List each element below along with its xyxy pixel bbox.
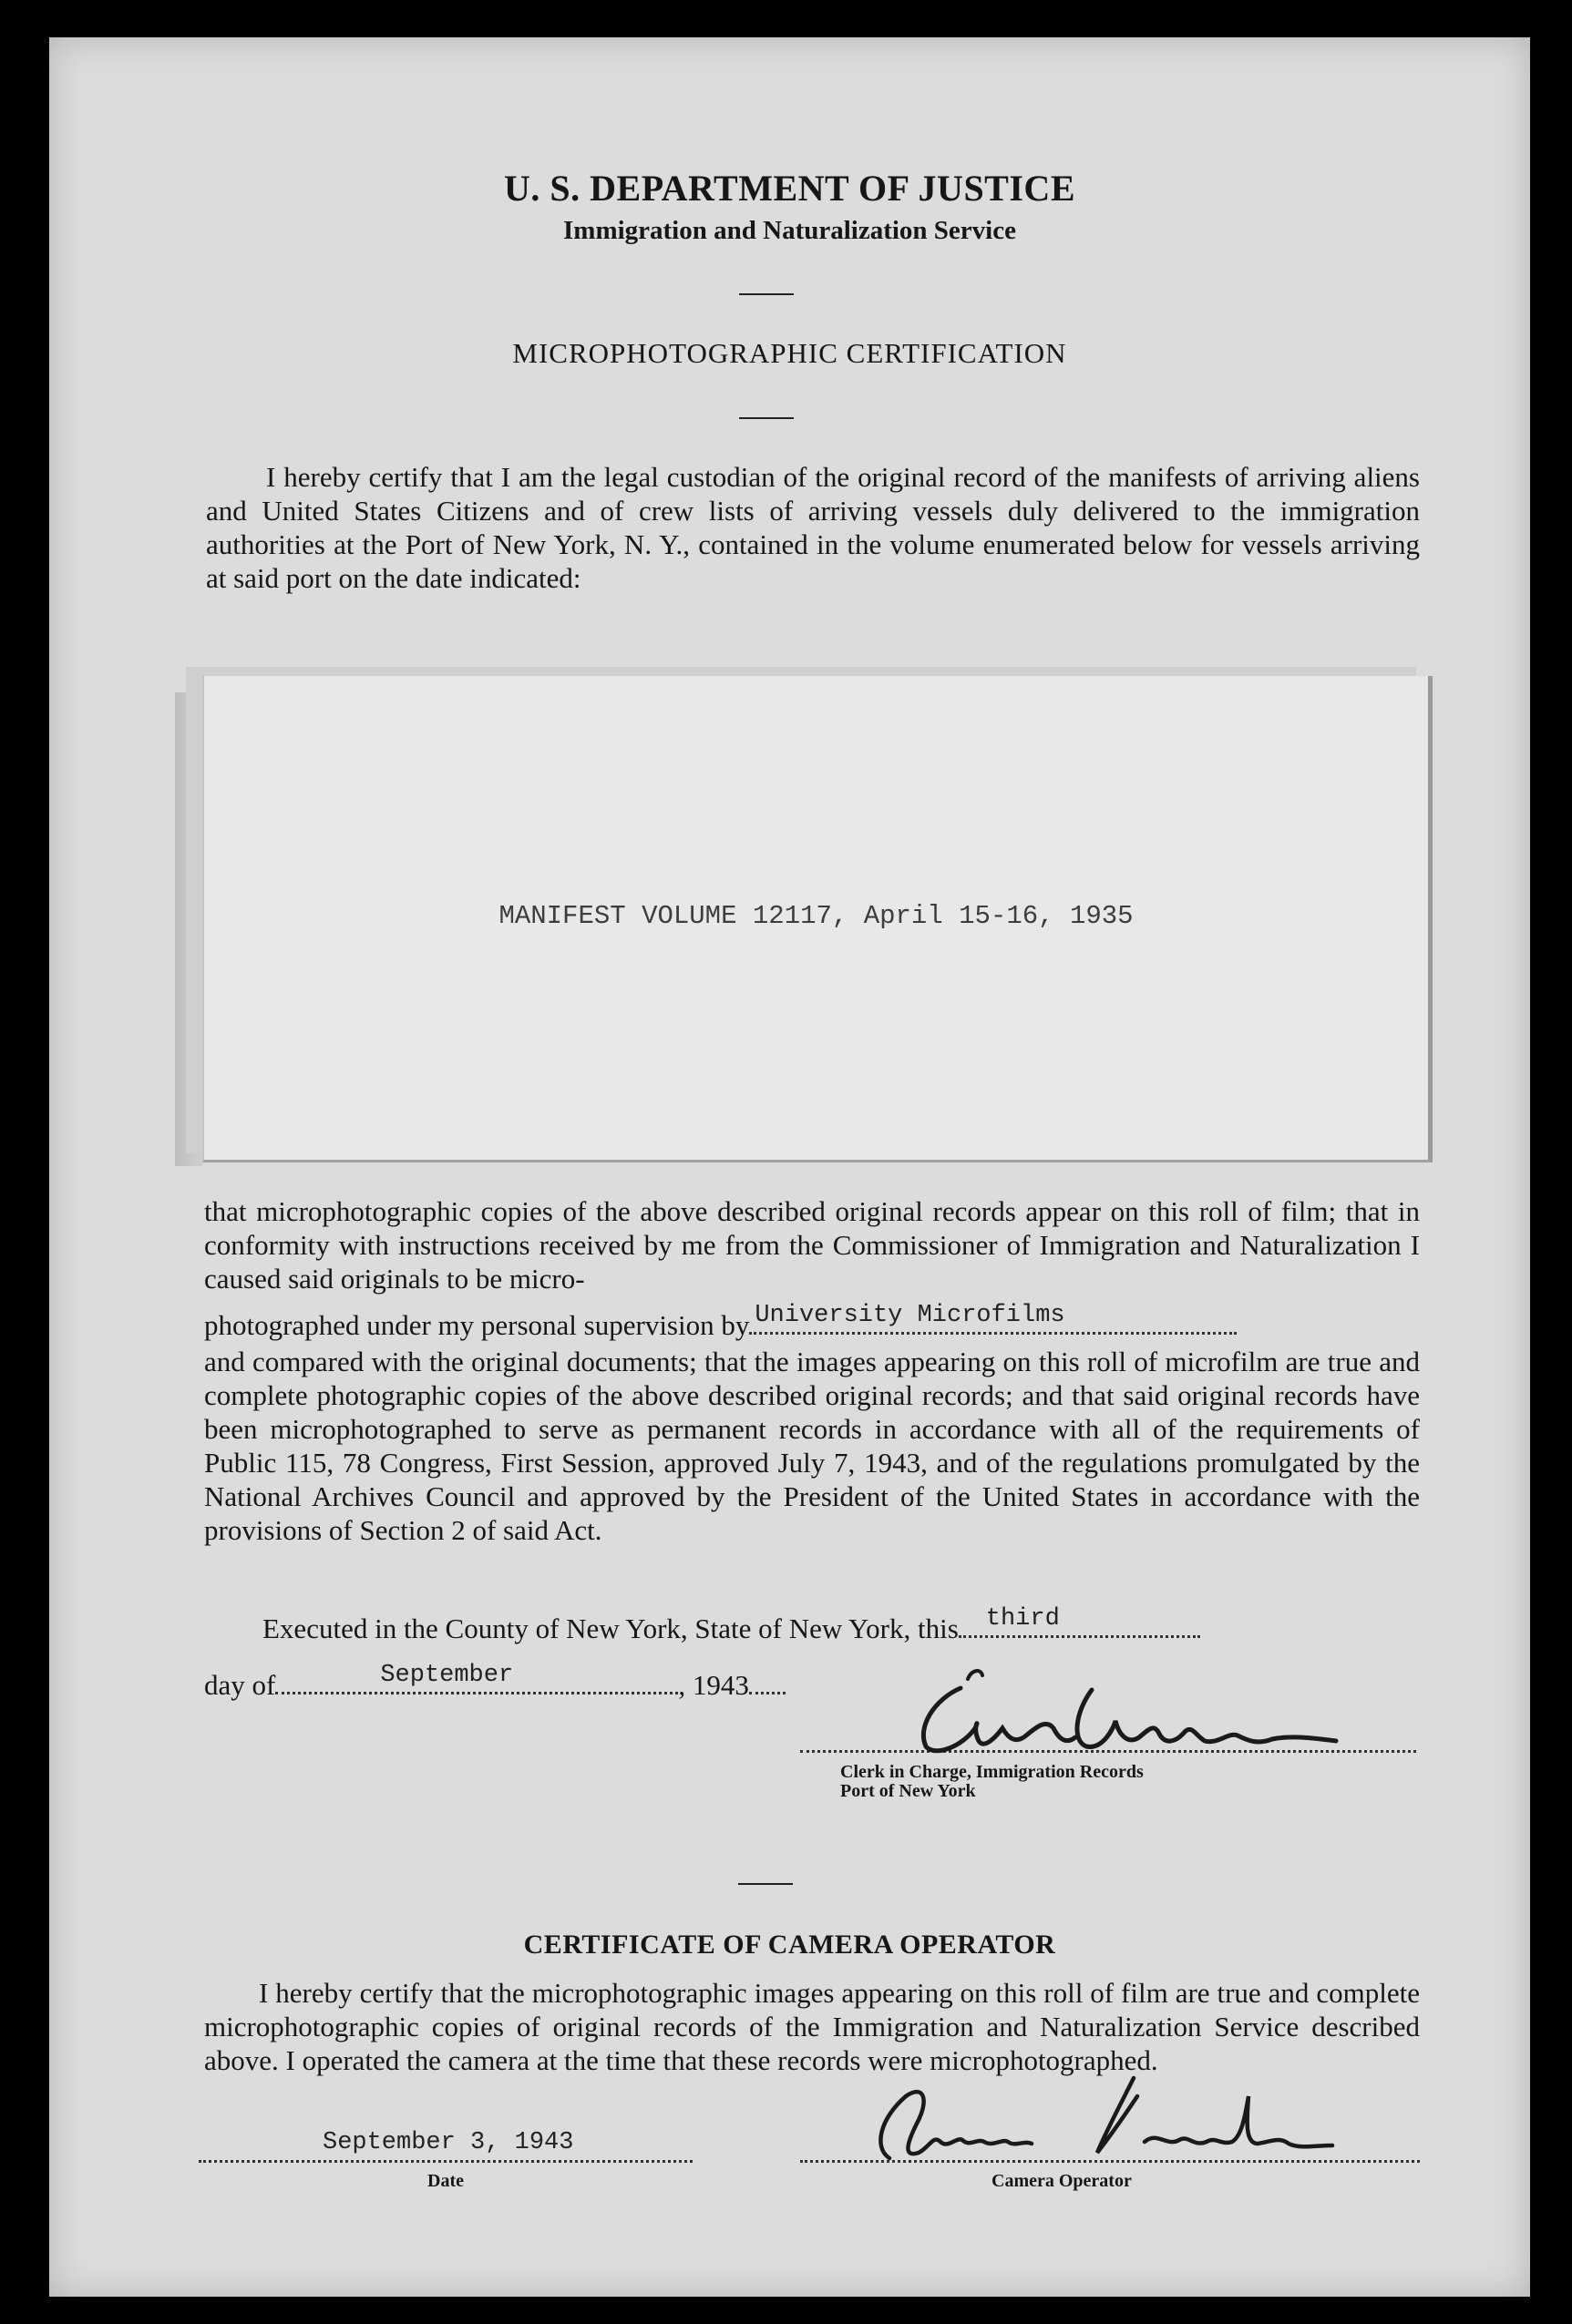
heading-divider — [739, 293, 794, 295]
title-divider — [739, 417, 794, 419]
clerk-title: Clerk in Charge, Immigration Records — [840, 1762, 1144, 1782]
manifest-volume-text: MANIFEST VOLUME 12117, April 15-16, 1935 — [498, 901, 1134, 931]
day-value: third — [985, 1605, 1060, 1633]
execution-prefix: Executed in the County of New York, State of New York, this — [262, 1612, 959, 1644]
year-suffix: , 1943 — [678, 1669, 749, 1701]
day-blank — [959, 1605, 1200, 1638]
clerk-signature-line — [800, 1750, 1416, 1753]
camera-date-label: Date — [427, 2171, 464, 2191]
supervision-prefix: photographed under my personal supervision by — [204, 1309, 750, 1341]
year-trailing-dots — [749, 1664, 786, 1694]
camera-operator-label: Camera Operator — [991, 2171, 1132, 2191]
day-of-label: day of — [204, 1669, 276, 1701]
month-value: September — [380, 1662, 514, 1689]
intro-paragraph: I hereby certify that I am the legal custodian of the original record of the manifests of arriving aliens and United States Citizens and of crew lists of arriving vessels duly delivered to the immigration authorities at the Port of New York, N. Y., contained in the volume enumerated below for vessels arriving at said port on the date indicated: — [206, 461, 1420, 594]
certificate-page — [49, 37, 1530, 2297]
camera-certificate-title: CERTIFICATE OF CAMERA OPERATOR — [523, 1930, 1056, 1960]
body-paragraph-part2: and compared with the original documents; that the images appearing on this roll of microfilm are true and complete photographic copies of the above described original records; and that said original records have been microphotographed to serve as permanent records in accordance with all of the requirements of Public 115, 78 Congress, First Session, approved July 7, 1943, and of the regulations promulgated by the National Archives Council and approved by the President of the United States in accordance with the provisions of Section 2 of said Act. — [204, 1346, 1420, 1546]
certification-title: MICROPHOTOGRAPHIC CERTIFICATION — [512, 337, 1067, 369]
execution-line — [262, 1605, 1420, 1645]
camera-operator-signature-line — [800, 2129, 1420, 2163]
service-subheading: Immigration and Naturalization Service — [563, 216, 1016, 245]
camera-date-blank — [199, 2129, 693, 2163]
month-blank — [275, 1664, 678, 1694]
card-edge-shadow — [175, 692, 202, 1166]
date-line — [204, 1664, 786, 1702]
supervision-blank — [749, 1302, 1237, 1335]
manifest-volume-card — [202, 676, 1433, 1162]
agency-heading: U. S. DEPARTMENT OF JUSTICE — [504, 168, 1075, 209]
body-paragraph-part1: that microphotographic copies of the above described original records appear on this roll of film; that in conformity with instructions received by me from the Commissioner of Immigration and Naturalization I caused said originals to be micro- — [204, 1195, 1420, 1295]
supervision-filled-value: University Microfilms — [755, 1302, 1065, 1329]
section-divider — [738, 1883, 793, 1885]
supervision-line — [204, 1302, 1420, 1342]
camera-certificate-text: I hereby certify that the microphotographic images appearing on this roll of film are true and complete microphotographic copies of original records of the Immigration and Naturalization Service described above. I operated the camera at the time that these records were microphotographed. — [204, 1977, 1420, 2076]
camera-date-value: September 3, 1943 — [323, 2129, 574, 2156]
clerk-port: Port of New York — [840, 1781, 976, 1801]
